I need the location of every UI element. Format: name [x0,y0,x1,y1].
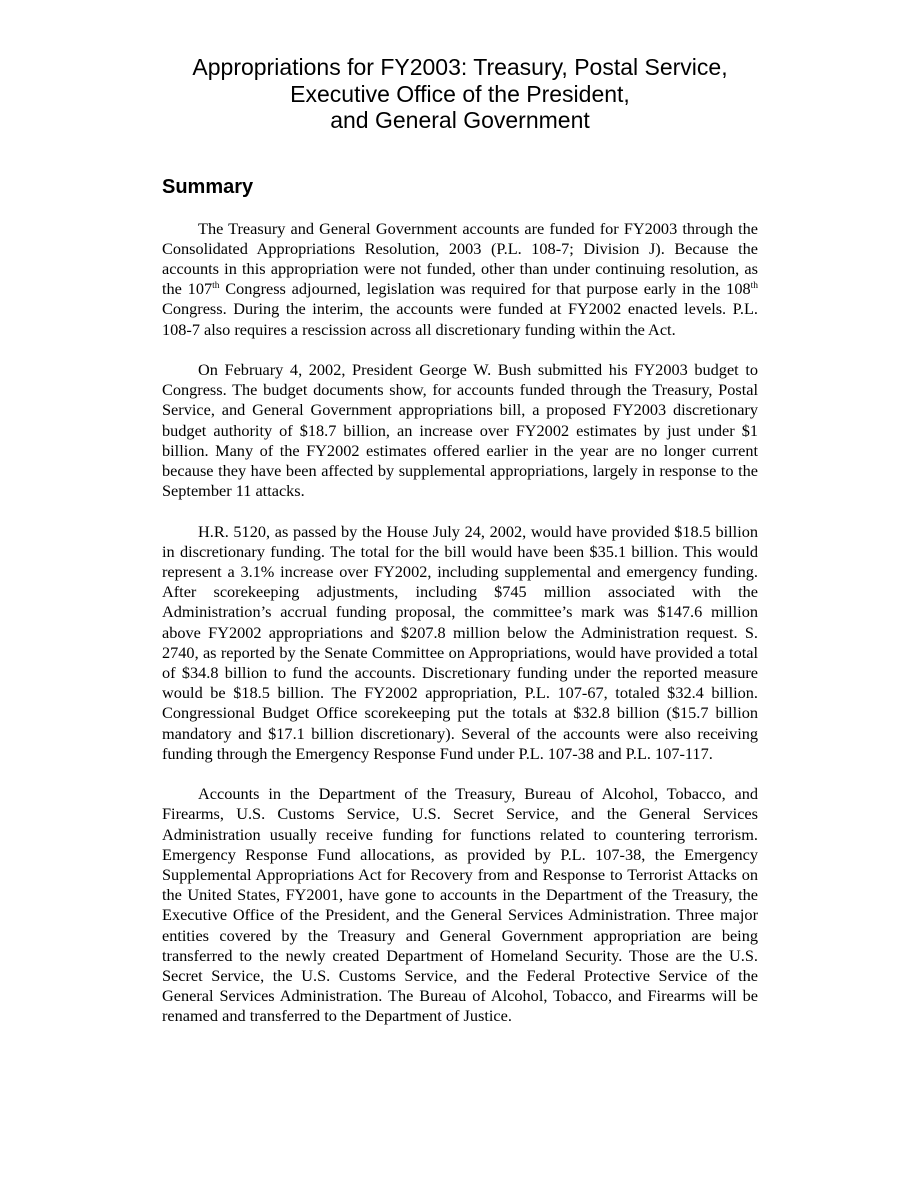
ordinal-suffix: th [750,281,758,292]
document-title [162,54,758,134]
title-line-3: and General Government [330,107,590,133]
paragraph-2: On February 4, 2002, President George W. Bush submitted his FY2003 budget to Congress. The budget documents show, for accounts funded through the Treasury, Postal Service, and General Government appropriations bill, a proposed FY2003 discretionary budget authority of $18.7 billion, an increase over FY2002 estimates by just under $1 billion. Many of the FY2002 estimates offered earlier in the year are no longer current because they have been affected by supplemental appropriations, largely in response to the September 11 attacks. [162,359,758,501]
paragraph-1-part-c: Congress. During the interim, the accounts were funded at FY2002 enacted levels. P.L. 108-7 also requires a rescission across all discretionary funding within the Act. [162,299,758,339]
title-line-2: Executive Office of the President, [290,80,630,107]
ordinal-suffix: th [212,281,220,292]
paragraph-1-part-a: The Treasury and General Government accounts are funded for FY2003 through the Consolidated Appropriations Resolution, 2003 (P.L. 108-7; Division J). Because the accounts in this appropriation were not funded, other than under continuing resolution, as the 107 [162,218,758,299]
document-page [162,54,758,1027]
paragraph-3: H.R. 5120, as passed by the House July 24, 2002, would have provided $18.5 billion in discretionary funding. The total for the bill would have been $35.1 billion. This would represent a 3.1% increase over FY2002, including supplemental and emergency funding. After scorekeeping adjustments, including $745 million associated with the Administration’s accrual funding proposal, the committee’s mark was $147.6 million above FY2002 appropriations and $207.8 million below the Administration request. S. 2740, as reported by the Senate Committee on Appropriations, would have provided a total of $34.8 billion to fund the accounts. Discretionary funding under the reported measure would be $18.5 billion. The FY2002 appropriation, P.L. 107-67, totaled $32.4 billion. Congressional Budget Office scorekeeping put the totals at $32.8 billion ($15.7 billion mandatory and $17.1 billion discretionary). Several of the accounts were also receiving funding through the Emergency Response Fund under P.L. 107-38 and P.L. 107-117. [162,521,758,763]
section-heading-summary: Summary [162,175,254,198]
paragraph-4: Accounts in the Department of the Treasury, Bureau of Alcohol, Tobacco, and Firearms, U.S. Customs Service, U.S. Secret Service, and the General Services Administration usually receive funding for functions related to countering terrorism. Emergency Response Fund allocations, as provided by P.L. 107-38, the Emergency Supplemental Appropriations Act for Recovery from and Response to Terrorist Attacks on the United States, FY2001, have gone to accounts in the Department of the Treasury, the Executive Office of the President, and the General Services Administration. Three major entities covered by the Treasury and General Government appropriation are being transferred to the newly created Department of Homeland Security. Those are the U.S. Secret Service, the U.S. Customs Service, and the Federal Protective Service of the General Services Administration. The Bureau of Alcohol, Tobacco, and Firearms will be renamed and transferred to the Department of Justice. [162,784,758,1026]
paragraph-1 [162,219,758,340]
title-line-1: Appropriations for FY2003: Treasury, Postal Service, [192,54,728,80]
paragraph-1-part-b: Congress adjourned, legislation was required for that purpose early in the 108 [219,279,751,299]
